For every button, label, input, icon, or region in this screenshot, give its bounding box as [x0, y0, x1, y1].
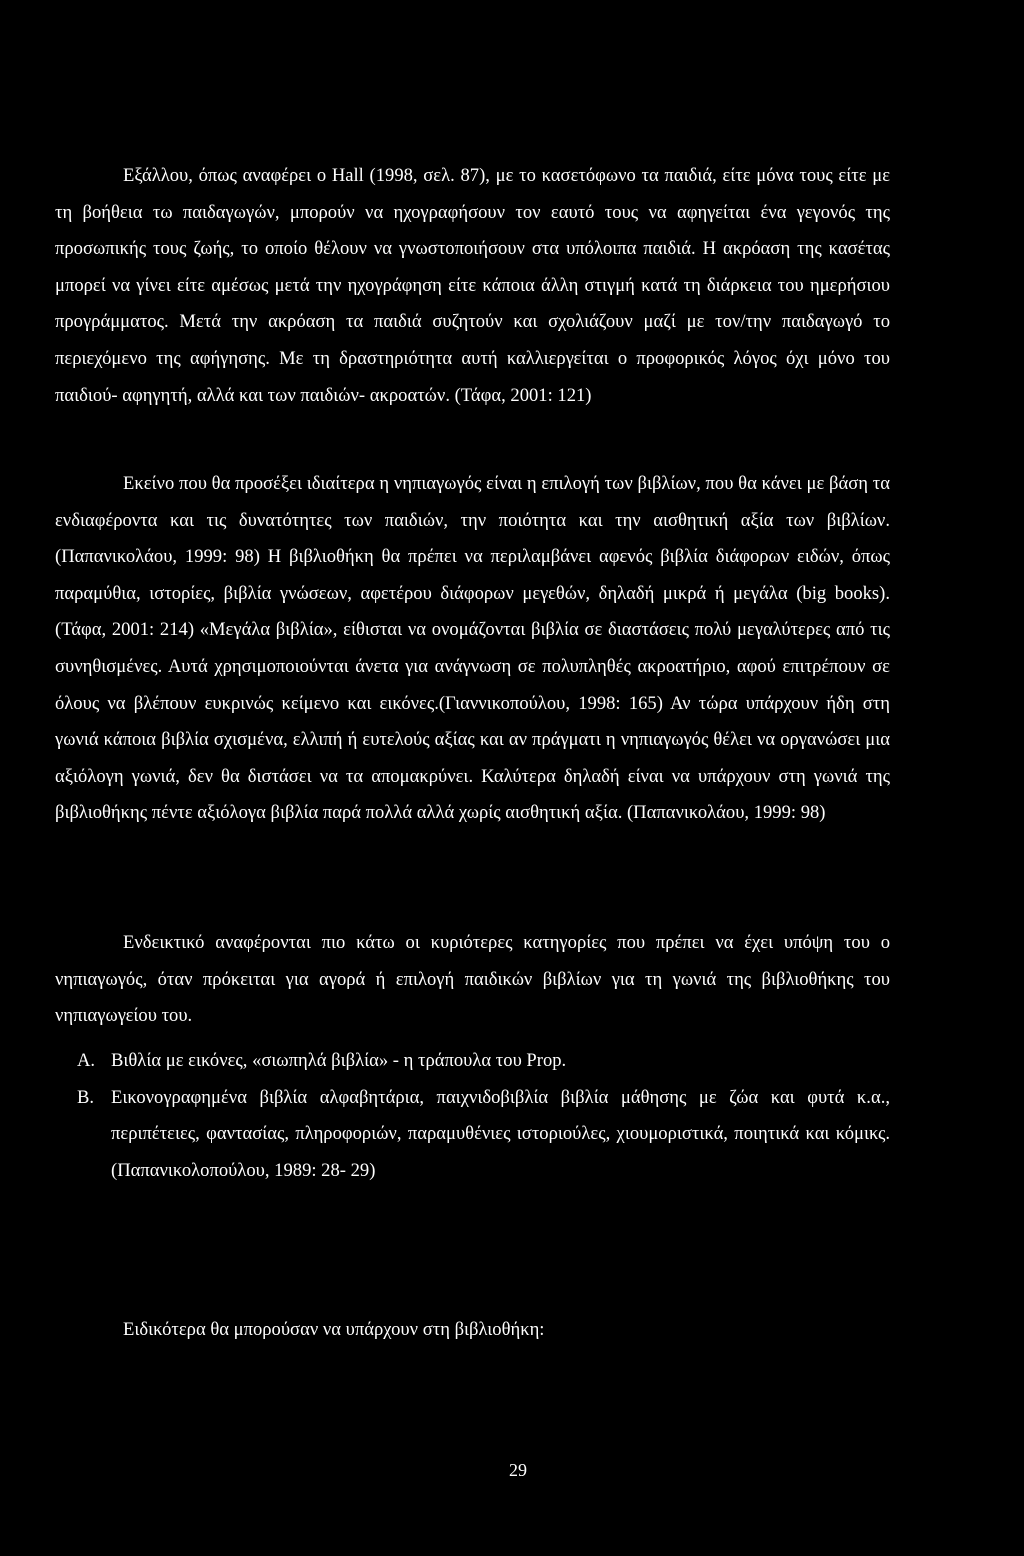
list-item-text: Εικονογραφημένα βιβλία αλφαβητάρια, παιχνιδοβιβλία βιβλία μάθησης με ζώα και φυτά κ.α., περιπέτειες, φαντασίας, πληροφοριών, παραμυθένιες ιστοριούλες, χιουμοριστικά, ποιητικά και κόμικς. (Παπανικολοπούλου, 1989: 28- 29)	[111, 1086, 890, 1181]
list-marker: A.	[77, 1050, 96, 1071]
closing-line: Ειδικότερα θα μπορούσαν να υπάρχουν στη βιβλιοθήκη:	[123, 1319, 545, 1340]
list-marker: B.	[77, 1086, 95, 1108]
paragraph-hall-cassette: Εξάλλου, όπως αναφέρει ο Hall (1998, σελ. 87), με το κασετόφωνο τα παιδιά, είτε μόνα τους είτε με τη βοήθεια τω παιδαγωγών, μπορούν να ηχογραφήσουν τον εαυτό τους να αφηγείται ένα γεγονός της προσωπικής τους ζωής, το οποίο θέλουν να γνωστοποιήσουν στα υπόλοιπα παιδιά. Η ακρόαση της κασέτας μπορεί να γίνει είτε αμέσως μετά την ηχογράφηση είτε κάποια άλλη στιγμή κατά τη διάρκεια του ημερήσιου προγράμματος. Μετά την ακρόαση τα παιδιά συζητούν και σχολιάζουν μαζί με τον/την παιδαγωγό το περιεχόμενο της αφήγησης. Με τη δραστηριότητα αυτή καλλιεργείται ο προφορικός λόγος όχι μόνο του παιδιού- αφηγητή, αλλά και των παιδιών- ακροατών. (Τάφα, 2001: 121)	[55, 165, 890, 406]
list-item	[55, 1080, 890, 1190]
list-item-text: Βιθλία με εικόνες, «σιωπηλά βιβλία» - η τράπουλα του Prop.	[111, 1050, 567, 1071]
paragraph-book-selection: Εκείνο που θα προσέξει ιδιαίτερα η νηπιαγωγός είναι η επιλογή των βιβλίων, που θα κάνει με βάση τα ενδιαφέροντα και τις δυνατότητες των παιδιών, την ποιότητα και την αισθητική αξία των βιβλίων. (Παπανικολάου, 1999: 98) Η βιβλιοθήκη θα πρέπει να περιλαμβάνει αφενός βιβλία διάφορων ειδών, όπως παραμύθια, ιστορίες, βιβλία γνώσεων, αφετέρου διάφορων μεγεθών, δηλαδή μικρά ή μεγάλα (big books). (Τάφα, 2001: 214) «Μεγάλα βιβλία», είθισται να ονομάζονται βιβλία σε διαστάσεις πολύ μεγαλύτερες από τις συνηθισμένες. Αυτά χρησιμοποιούνται άνετα για ανάγνωση σε πολυπληθές ακροατήριο, αφού επιτρέπουν σε όλους να βλέπουν ευκρινώς κείμενο και εικόνες.(Γιαννικοπούλου, 1998: 165) Αν τώρα υπάρχουν ήδη στη γωνιά κάποια βιβλία σχισμένα, ελλιπή ή ευτελούς αξίας και αν πράγματι η νηπιαγωγός θέλει να οργανώσει μια αξιόλογη γωνιά, δεν θα διστάσει να τα απομακρύνει. Καλύτερα δηλαδή είναι να υπάρχουν στη γωνιά της βιβλιοθήκης πέντε αξιόλογα βιβλία παρά πολλά αλλά χωρίς αισθητική αξία. (Παπανικολάου, 1999: 98)	[55, 473, 890, 824]
book-category-list	[55, 1043, 890, 1189]
paragraph-book-categories-intro: Ενδεικτικό αναφέρονται πιο κάτω οι κυριότερες κατηγορίες που πρέπει να έχει υπόψη του ο νηπιαγωγός, όταν πρόκειται για αγορά ή επιλογή παιδικών βιβλίων για τη γωνιά της βιβλιοθήκης του νηπιαγωγείου του.	[55, 932, 890, 1027]
page-number: 29	[509, 1460, 527, 1480]
list-item	[55, 1043, 890, 1080]
